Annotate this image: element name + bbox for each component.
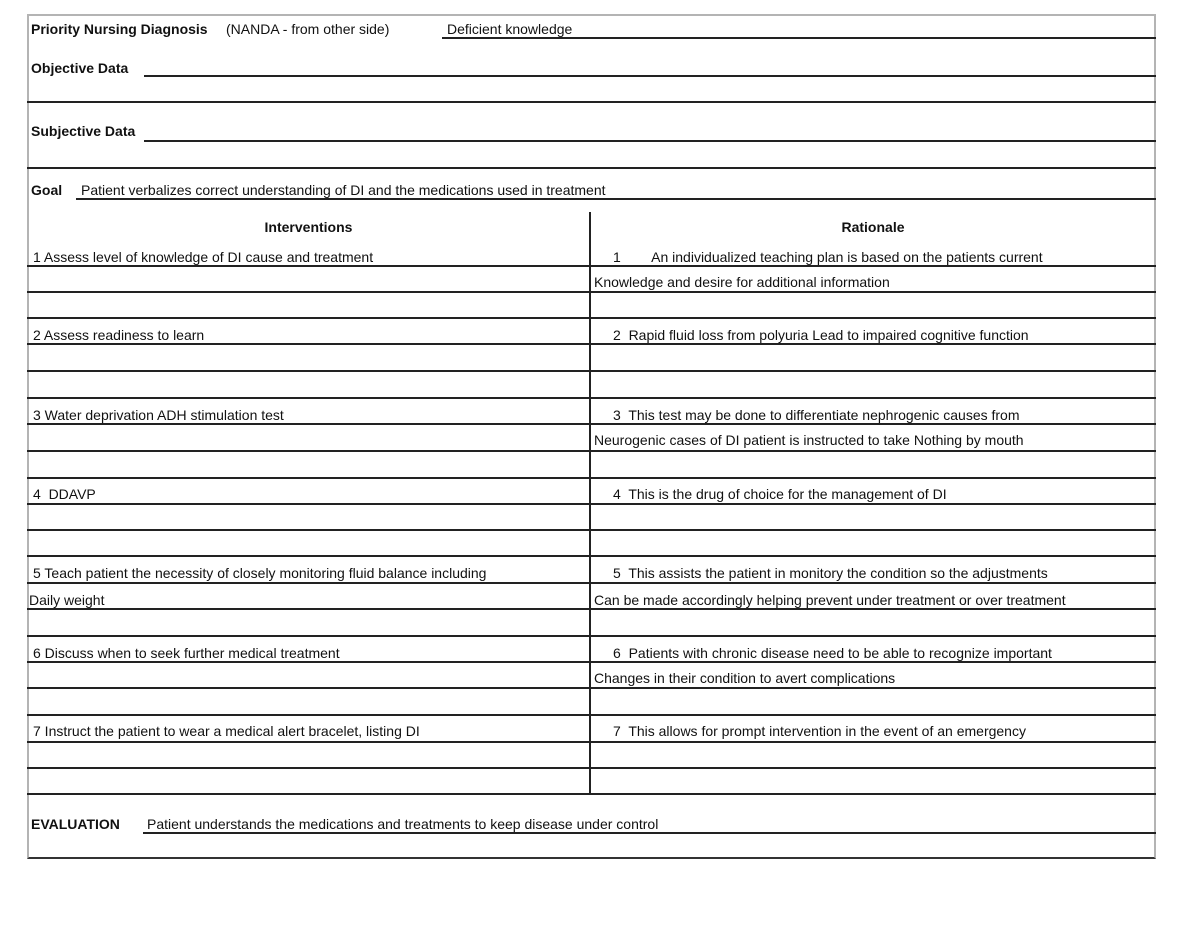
objective-data-label: Objective Data <box>31 60 129 76</box>
row-line <box>27 687 1156 689</box>
row-line <box>27 291 1156 293</box>
objective-data-field[interactable] <box>144 75 1156 77</box>
intervention-2[interactable]: 2 Assess readiness to learn <box>33 327 205 343</box>
subjective-data-field[interactable] <box>144 140 1156 142</box>
row-line <box>27 661 1156 663</box>
row-line <box>27 477 1156 479</box>
rationale-3-cont[interactable]: Neurogenic cases of DI patient is instructed to take Nothing by mouth <box>594 432 1024 448</box>
goal-underline <box>76 198 1156 200</box>
evaluation-underline <box>143 832 1156 834</box>
row-line <box>27 450 1156 452</box>
rationale-header: Rationale <box>841 219 905 235</box>
subjective-data-label: Subjective Data <box>31 123 136 139</box>
rationale-3[interactable]: 3 This test may be done to differentiate nephrogenic causes from <box>613 407 1020 423</box>
rationale-1[interactable]: 1 An individualized teaching plan is based on the patients current <box>613 249 1043 265</box>
rationale-2[interactable]: 2 Rapid fluid loss from polyuria Lead to impaired cognitive function <box>613 327 1029 343</box>
diagnosis-underline <box>442 37 1156 39</box>
row-line <box>27 423 1156 425</box>
rationale-6[interactable]: 6 Patients with chronic disease need to be able to recognize important <box>613 645 1052 661</box>
row-line <box>27 582 1156 584</box>
goal-value[interactable]: Patient verbalizes correct understanding of DI and the medications used in treatment <box>81 182 606 198</box>
intervention-7[interactable]: 7 Instruct the patient to wear a medical alert bracelet, listing DI <box>33 723 420 739</box>
row-line <box>27 767 1156 769</box>
goal-label: Goal <box>31 182 63 198</box>
row-line <box>27 555 1156 557</box>
row-line <box>27 529 1156 531</box>
row-line <box>27 370 1156 372</box>
rationale-1-cont[interactable]: Knowledge and desire for additional information <box>594 274 890 290</box>
diagnosis-label: Priority Nursing Diagnosis <box>31 21 208 37</box>
diagnosis-note: (NANDA - from other side) <box>226 21 390 37</box>
row-line <box>27 635 1156 637</box>
intervention-5-cont[interactable]: Daily weight <box>29 592 105 608</box>
row-line <box>27 265 1156 267</box>
row-line <box>27 741 1156 743</box>
interventions-header: Interventions <box>264 219 353 235</box>
evaluation-label: EVALUATION <box>31 816 120 832</box>
row-line <box>27 503 1156 505</box>
row-line <box>27 397 1156 399</box>
intervention-6[interactable]: 6 Discuss when to seek further medical treatment <box>33 645 340 661</box>
rationale-6-cont[interactable]: Changes in their condition to avert complications <box>594 670 896 686</box>
evaluation-value[interactable]: Patient understands the medications and treatments to keep disease under control <box>147 816 659 832</box>
intervention-5[interactable]: 5 Teach patient the necessity of closely monitoring fluid balance including <box>33 565 487 581</box>
row-line <box>27 793 1156 795</box>
intervention-4[interactable]: 4 DDAVP <box>33 486 96 502</box>
intervention-1[interactable]: 1 Assess level of knowledge of DI cause and treatment <box>33 249 374 265</box>
rationale-5[interactable]: 5 This assists the patient in monitory the condition so the adjustments <box>613 565 1048 581</box>
divider <box>27 167 1156 169</box>
row-line <box>27 317 1156 319</box>
rationale-4[interactable]: 4 This is the drug of choice for the management of DI <box>613 486 947 502</box>
rationale-7[interactable]: 7 This allows for prompt intervention in the event of an emergency <box>613 723 1026 739</box>
intervention-3[interactable]: 3 Water deprivation ADH stimulation test <box>33 407 284 423</box>
diagnosis-value[interactable]: Deficient knowledge <box>447 21 573 37</box>
divider <box>27 101 1156 103</box>
row-line <box>27 608 1156 610</box>
row-line <box>27 343 1156 345</box>
row-line <box>27 714 1156 716</box>
rationale-5-cont[interactable]: Can be made accordingly helping prevent under treatment or over treatment <box>594 592 1066 608</box>
